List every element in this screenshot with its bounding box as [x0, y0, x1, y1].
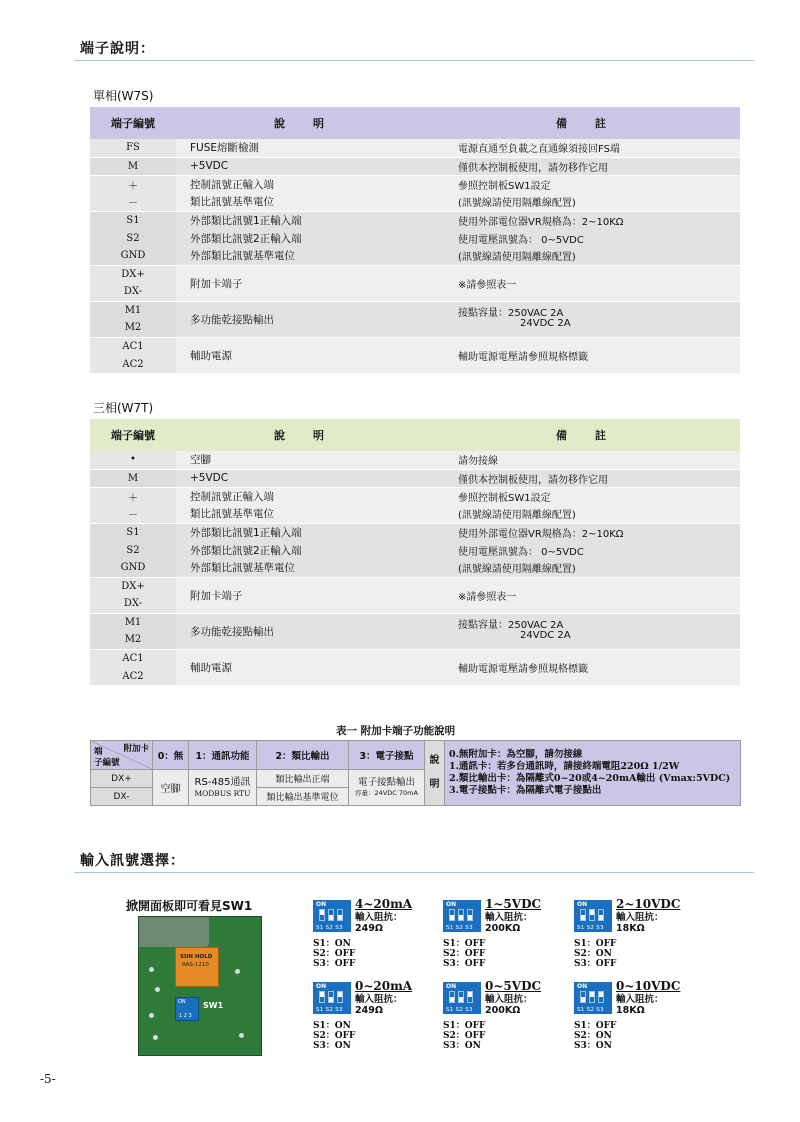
- single-phase-table: [90, 107, 740, 373]
- dip-switch-diagram: [443, 982, 481, 1014]
- dip-knob: [338, 992, 342, 997]
- table-row: [90, 487, 740, 505]
- table-header-row: [90, 419, 740, 451]
- impedance-value: 249Ω: [355, 1005, 383, 1017]
- desc-cell: 外部類比訊號基準電位: [176, 559, 450, 577]
- dip-on-label: ON: [316, 901, 327, 908]
- col-analog: 2：類比輸出: [257, 741, 349, 770]
- corner-top: 附加卡: [123, 744, 149, 754]
- dip-switch-1: [580, 991, 586, 1003]
- page-number: -5-: [40, 1072, 56, 1086]
- table-row: [90, 247, 740, 265]
- terminal-cell: ＋: [90, 175, 176, 193]
- impedance-value: 200KΩ: [485, 1005, 521, 1017]
- note-line1: 250VAC 2A: [508, 620, 564, 631]
- dip-knob: [459, 915, 463, 920]
- desc-cell: 外部類比訊號1正輸入端: [176, 211, 450, 229]
- board-dip-switch: ON 1 2 3: [175, 997, 199, 1021]
- terminal-cell: ＋: [90, 487, 176, 505]
- option-switch-states: [313, 940, 355, 970]
- terminal-cell: AC2: [90, 667, 176, 685]
- switch-state-s1: S1：ON: [313, 939, 351, 949]
- dip-knob: [329, 997, 333, 1002]
- comm-value: RS-485通訊 MODBUS RTU: [189, 770, 257, 806]
- option-impedance: [355, 994, 403, 1017]
- note-line1: 250VAC 2A: [508, 308, 564, 319]
- desc-cell: 附加卡端子: [176, 265, 450, 301]
- desc-cell: +5VDC: [176, 157, 450, 175]
- table-row: [90, 211, 740, 229]
- table-row: [90, 193, 740, 211]
- switch-state-s1: S1：OFF: [443, 939, 486, 949]
- impedance-label: 輸入阻抗：: [616, 994, 664, 1005]
- table-row: [90, 265, 740, 283]
- col-comm: 1：通訊功能: [189, 741, 257, 770]
- dx-plus: DX+: [91, 770, 153, 788]
- table-header-row: [90, 107, 740, 139]
- col-contact: 3：電子接點: [349, 741, 425, 770]
- switch-state-s3: S3：ON: [443, 1040, 481, 1051]
- desc-cell: +5VDC: [176, 469, 450, 487]
- option-title: 2~10VDC: [616, 897, 681, 911]
- pad: [149, 967, 154, 972]
- header-note: 備註: [450, 107, 740, 139]
- dip-switch-labels: S1 S2 S3: [316, 925, 343, 931]
- desc-cell: 控制訊號正輸入端: [176, 175, 450, 193]
- terminal-cell: S1: [90, 523, 176, 541]
- note-cell: (訊號線請使用隔離線配置): [450, 559, 740, 577]
- option-switch-states: [443, 940, 485, 970]
- dip-on-label: ON: [316, 983, 327, 990]
- desc-cell: 外部類比訊號2正輸入端: [176, 229, 450, 247]
- note-cell: [450, 613, 740, 649]
- circuit-board-photo: [138, 916, 262, 1056]
- switch-state-s2: S2：ON: [574, 1030, 612, 1041]
- table-header-row: [91, 741, 741, 770]
- dip-switch-labels: S1 S2 S3: [577, 925, 604, 931]
- note-cell: 使用電壓訊號為： 0~5VDC: [450, 541, 740, 559]
- note-cell: 僅供本控制板使用，請勿移作它用: [450, 469, 740, 487]
- desc-header-cell: [425, 741, 445, 806]
- dip-on-label: ON: [446, 983, 457, 990]
- note-cell: 僅供本控制板使用，請勿移作它用: [450, 157, 740, 175]
- table-row: [90, 505, 740, 523]
- switch-state-s1: S1：OFF: [443, 1021, 486, 1031]
- dip-knob: [599, 915, 603, 920]
- note-cell: 參照控制板SW1設定: [450, 487, 740, 505]
- relay: SUN HOLD RAS-1210: [175, 947, 219, 987]
- note-cell: ※請參照表一: [450, 577, 740, 613]
- section-title-input: 輸入訊號選擇：: [80, 853, 185, 869]
- option-switch-states: [574, 940, 616, 970]
- dip-knob: [468, 915, 472, 920]
- terminal-cell: GND: [90, 247, 176, 265]
- note-cell: ※請參照表一: [450, 265, 740, 301]
- desc-cell: 類比訊號基準電位: [176, 505, 450, 523]
- section-title-terminals: 端子說明：: [80, 41, 155, 57]
- desc-cell: 輔助電源: [176, 337, 450, 373]
- pad: [149, 1013, 154, 1018]
- impedance-value: 249Ω: [355, 923, 383, 935]
- switch-state-s2: S2：OFF: [443, 1030, 486, 1041]
- dip-on-label: ON: [577, 901, 588, 908]
- table-row: [90, 337, 740, 355]
- table-row: [90, 301, 740, 319]
- header-terminal: 端子編號: [90, 107, 176, 139]
- dip-knob: [590, 910, 594, 915]
- option-impedance: [616, 912, 664, 935]
- switch-state-s2: S2：OFF: [313, 1030, 356, 1041]
- dip-switch-diagram: [574, 900, 612, 932]
- option-switch-states: [443, 1022, 485, 1052]
- pad: [235, 969, 240, 974]
- corner-cell: [91, 741, 153, 770]
- dip-knob: [320, 992, 324, 997]
- desc-cell: 外部類比訊號2正輸入端: [176, 541, 450, 559]
- dip-switch-1: [449, 991, 455, 1003]
- pad: [239, 1033, 244, 1038]
- terminal-cell: M1: [90, 613, 176, 631]
- pad: [155, 987, 160, 992]
- dip-switch-3: [598, 991, 604, 1003]
- three-phase-title: 三相(W7T): [93, 401, 154, 415]
- option-title: 4~20mA: [355, 897, 413, 911]
- switch-state-s2: S2：ON: [574, 948, 612, 959]
- table-row: [90, 577, 740, 595]
- table-row: [90, 139, 740, 157]
- dip-switch-1: [319, 991, 325, 1003]
- terminal-cell: AC1: [90, 337, 176, 355]
- table-row: [90, 523, 740, 541]
- option-impedance: [616, 994, 664, 1017]
- dip-knob: [590, 992, 594, 997]
- section-divider: [74, 872, 754, 873]
- dip-knob: [581, 997, 585, 1002]
- option-impedance: [485, 994, 533, 1017]
- corner-left-b: 子編號: [94, 758, 120, 768]
- note-line2: 24VDC 2A: [520, 318, 571, 329]
- table-row: [90, 175, 740, 193]
- terminal-cell: •: [90, 451, 176, 469]
- section-divider: [74, 60, 754, 61]
- dip-switch-3: [337, 991, 343, 1003]
- desc-cell: FUSE熔斷檢測: [176, 139, 450, 157]
- table-row: [90, 613, 740, 631]
- note-line2: 24VDC 2A: [520, 630, 571, 641]
- header-desc: 說明: [176, 419, 450, 451]
- dip-knob: [320, 910, 324, 915]
- impedance-value: 18KΩ: [616, 923, 645, 935]
- pad: [153, 1035, 158, 1040]
- note-cell: 輔助電源電壓請參照規格標籤: [450, 337, 740, 373]
- desc-cell: 多功能乾接點輸出: [176, 301, 450, 337]
- dip-knob: [581, 915, 585, 920]
- note-prefix: 接點容量：: [458, 620, 508, 631]
- desc-header-1: 說: [429, 755, 440, 766]
- header-desc: 說明: [176, 107, 450, 139]
- impedance-label: 輸入阻抗：: [355, 912, 403, 923]
- dip-switch-labels: S1 S2 S3: [446, 925, 473, 931]
- note-3: 3.電子接點卡：為隔離式電子接點出: [449, 784, 602, 796]
- switch-state-s1: S1：ON: [313, 1021, 351, 1031]
- switch-state-s3: S3：OFF: [313, 958, 356, 969]
- note-cell: 使用電壓訊號為： 0~5VDC: [450, 229, 740, 247]
- dip-switch-3: [337, 909, 343, 921]
- sw1-caption: 掀開面板即可看見SW1: [126, 899, 253, 913]
- option-title: 1~5VDC: [485, 897, 542, 911]
- dip-switch-2: [589, 991, 595, 1003]
- dip-switch-labels: S1 S2 S3: [577, 1007, 604, 1013]
- none-value: 空腳: [153, 770, 189, 806]
- table1-title: 表一 附加卡端子功能說明: [336, 725, 456, 737]
- impedance-label: 輸入阻抗：: [485, 912, 533, 923]
- desc-cell: 輔助電源: [176, 649, 450, 685]
- dip-switch-diagram: [313, 900, 351, 932]
- note-cell: 參照控制板SW1設定: [450, 175, 740, 193]
- dip-switch-diagram: [574, 982, 612, 1014]
- table-row: [90, 229, 740, 247]
- switch-state-s3: S3：OFF: [574, 958, 617, 969]
- note-cell: 使用外部電位器VR規格為：2~10KΩ: [450, 211, 740, 229]
- dip-knob: [329, 915, 333, 920]
- table-row: [90, 559, 740, 577]
- table-row: [90, 451, 740, 469]
- terminal-cell: M2: [90, 631, 176, 649]
- dip-switch-diagram: [313, 982, 351, 1014]
- terminal-cell: AC1: [90, 649, 176, 667]
- dip-switch-3: [598, 909, 604, 921]
- terminal-cell: M: [90, 157, 176, 175]
- dip-switch-1: [580, 909, 586, 921]
- terminal-cell: DX+: [90, 577, 176, 595]
- terminal-cell: M1: [90, 301, 176, 319]
- terminal-cell: AC2: [90, 355, 176, 373]
- sw1-label: SW1: [203, 1001, 224, 1010]
- note-cell: 使用外部電位器VR規格為：2~10KΩ: [450, 523, 740, 541]
- switch-state-s2: S2：OFF: [443, 948, 486, 959]
- board-component: [138, 916, 209, 947]
- dip-knob: [599, 992, 603, 997]
- option-title: 0~20mA: [355, 979, 413, 993]
- header-note: 備註: [450, 419, 740, 451]
- desc-cell: 空腳: [176, 451, 450, 469]
- switch-state-s1: S1：OFF: [574, 1021, 617, 1031]
- desc-cell: 類比訊號基準電位: [176, 193, 450, 211]
- note-cell: 輔助電源電壓請參照規格標籤: [450, 649, 740, 685]
- terminal-cell: M2: [90, 319, 176, 337]
- impedance-value: 200KΩ: [485, 923, 521, 935]
- terminal-cell: M: [90, 469, 176, 487]
- contact-value: 電子接點輸出 容量：24VDC 70mA: [349, 770, 425, 806]
- terminal-cell: －: [90, 505, 176, 523]
- switch-state-s2: S2：OFF: [313, 948, 356, 959]
- switch-state-s3: S3：OFF: [443, 958, 486, 969]
- table-row: [90, 157, 740, 175]
- option-impedance: [485, 912, 533, 935]
- option-title: 0~5VDC: [485, 979, 542, 993]
- dip-knob: [450, 915, 454, 920]
- note-cell: (訊號線請使用隔離線配置): [450, 193, 740, 211]
- terminal-cell: GND: [90, 559, 176, 577]
- option-title: 0~10VDC: [616, 979, 681, 993]
- terminal-cell: S1: [90, 211, 176, 229]
- analog-minus: 類比輸出基準電位: [257, 788, 349, 806]
- dip-on-label: ON: [446, 901, 457, 908]
- impedance-label: 輸入阻抗：: [355, 994, 403, 1005]
- terminal-cell: FS: [90, 139, 176, 157]
- dip-switch-1: [319, 909, 325, 921]
- terminal-cell: S2: [90, 541, 176, 559]
- option-switch-states: [313, 1022, 355, 1052]
- switch-state-s1: S1：OFF: [574, 939, 617, 949]
- option-impedance: [355, 912, 403, 935]
- terminal-cell: DX+: [90, 265, 176, 283]
- dip-knob: [450, 997, 454, 1002]
- dip-switch-labels: S1 S2 S3: [446, 1007, 473, 1013]
- dip-knob: [338, 915, 342, 920]
- single-phase-title: 單相(W7S): [93, 89, 154, 103]
- col-none: 0：無: [153, 741, 189, 770]
- dip-switch-diagram: [443, 900, 481, 932]
- analog-plus: 類比輸出正端: [257, 770, 349, 788]
- dip-on-label: ON: [577, 983, 588, 990]
- impedance-label: 輸入阻抗：: [616, 912, 664, 923]
- note-2: 2.類比輸出卡：為隔離式0~20或4~20mA輸出 (Vmax:5VDC): [449, 773, 731, 784]
- impedance-label: 輸入阻抗：: [485, 994, 533, 1005]
- desc-cell: 外部類比訊號1正輸入端: [176, 523, 450, 541]
- table-row: [90, 469, 740, 487]
- table-row: [90, 541, 740, 559]
- dip-switch-2: [328, 991, 334, 1003]
- header-terminal: 端子編號: [90, 419, 176, 451]
- notes-cell: [445, 741, 741, 806]
- impedance-value: 18KΩ: [616, 1005, 645, 1017]
- dip-switch-2: [328, 909, 334, 921]
- dip-switch-3: [467, 909, 473, 921]
- note-prefix: 接點容量：: [458, 308, 508, 319]
- desc-cell: 附加卡端子: [176, 577, 450, 613]
- note-cell: [450, 301, 740, 337]
- note-1: 1.通訊卡：若多台通訊時，請接終端電阻220Ω 1/2W: [449, 761, 680, 773]
- desc-cell: 外部類比訊號基準電位: [176, 247, 450, 265]
- dip-switch-2: [458, 909, 464, 921]
- desc-cell: 控制訊號正輸入端: [176, 487, 450, 505]
- terminal-cell: DX-: [90, 595, 176, 613]
- desc-cell: 多功能乾接點輸出: [176, 613, 450, 649]
- corner-left-a: 端: [94, 747, 103, 757]
- switch-state-s3: S3：ON: [574, 1040, 612, 1051]
- dip-switch-3: [467, 991, 473, 1003]
- dip-knob: [468, 992, 472, 997]
- dip-switch-labels: S1 S2 S3: [316, 1007, 343, 1013]
- option-switch-states: [574, 1022, 616, 1052]
- table-row: [90, 649, 740, 667]
- dip-knob: [459, 997, 463, 1002]
- dip-switch-2: [458, 991, 464, 1003]
- note-cell: (訊號線請使用隔離線配置): [450, 505, 740, 523]
- addon-card-table: [90, 740, 741, 806]
- dip-switch-1: [449, 909, 455, 921]
- three-phase-table: [90, 419, 740, 685]
- terminal-cell: －: [90, 193, 176, 211]
- terminal-cell: DX-: [90, 283, 176, 301]
- note-cell: 請勿接線: [450, 451, 740, 469]
- terminal-cell: S2: [90, 229, 176, 247]
- switch-state-s3: S3：ON: [313, 1040, 351, 1051]
- dx-minus: DX-: [91, 788, 153, 806]
- desc-header-2: 明: [429, 779, 440, 790]
- note-0: 0.無附加卡：為空腳，請勿接線: [449, 749, 583, 761]
- dip-switch-2: [589, 909, 595, 921]
- note-cell: (訊號線請使用隔離線配置): [450, 247, 740, 265]
- note-cell: 電源直通至負載之直通線須接回FS端: [450, 139, 740, 157]
